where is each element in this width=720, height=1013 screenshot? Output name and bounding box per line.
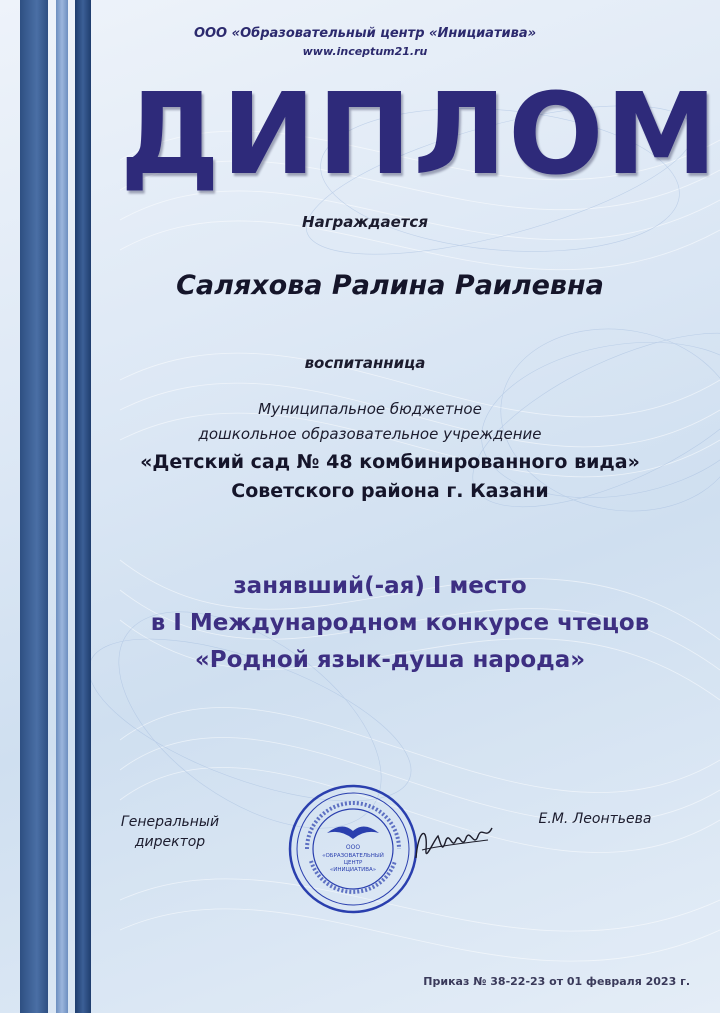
contest-line: в I Международном конкурсе чтецов [150, 610, 650, 636]
stripe-wide [20, 0, 48, 1013]
organization-seal [287, 783, 419, 915]
seal-text-4: «ИНИЦИАТИВА» [329, 867, 377, 873]
stripe-dark [75, 0, 91, 1013]
stripe-light [56, 0, 68, 1013]
website-link[interactable]: www.inceptum21.ru [302, 45, 428, 58]
diploma-title: ДИПЛОМ [120, 70, 719, 200]
institution-line-2: дошкольное образовательное учреждение [198, 425, 542, 443]
contest-name: «Родной язык-душа народа» [194, 647, 586, 673]
director-title [100, 812, 240, 852]
seal-text-3: ЦЕНТР [343, 860, 363, 866]
seal-text-2: «ОБРАЗОВАТЕЛЬНЫЙ [322, 853, 384, 859]
director-title-line-1: Генеральный [120, 814, 220, 830]
institution-line-4: Советского района г. Казани [231, 480, 549, 502]
place-line: занявший(-ая) I место [233, 573, 527, 599]
institution-line-1: Муниципальное бюджетное [258, 400, 482, 418]
seal-book-icon [327, 826, 379, 839]
decorative-stripes [20, 0, 110, 1013]
awarded-label: Награждается [302, 213, 428, 231]
recipient-status: воспитанница [304, 354, 426, 372]
order-reference: Приказ № 38-22-23 от 01 февраля 2023 г. [423, 975, 690, 988]
organization-name: ООО «Образовательный центр «Инициатива» [193, 26, 537, 41]
recipient-name: Саляхова Ралина Раилевна [176, 270, 604, 301]
seal-text-1: ООО [345, 844, 361, 851]
director-name: Е.М. Леонтьева [538, 811, 652, 827]
institution-line-3: «Детский сад № 48 комбинированного вида» [140, 451, 640, 473]
director-title-line-2: директор [134, 834, 206, 850]
director-signature [408, 810, 498, 870]
